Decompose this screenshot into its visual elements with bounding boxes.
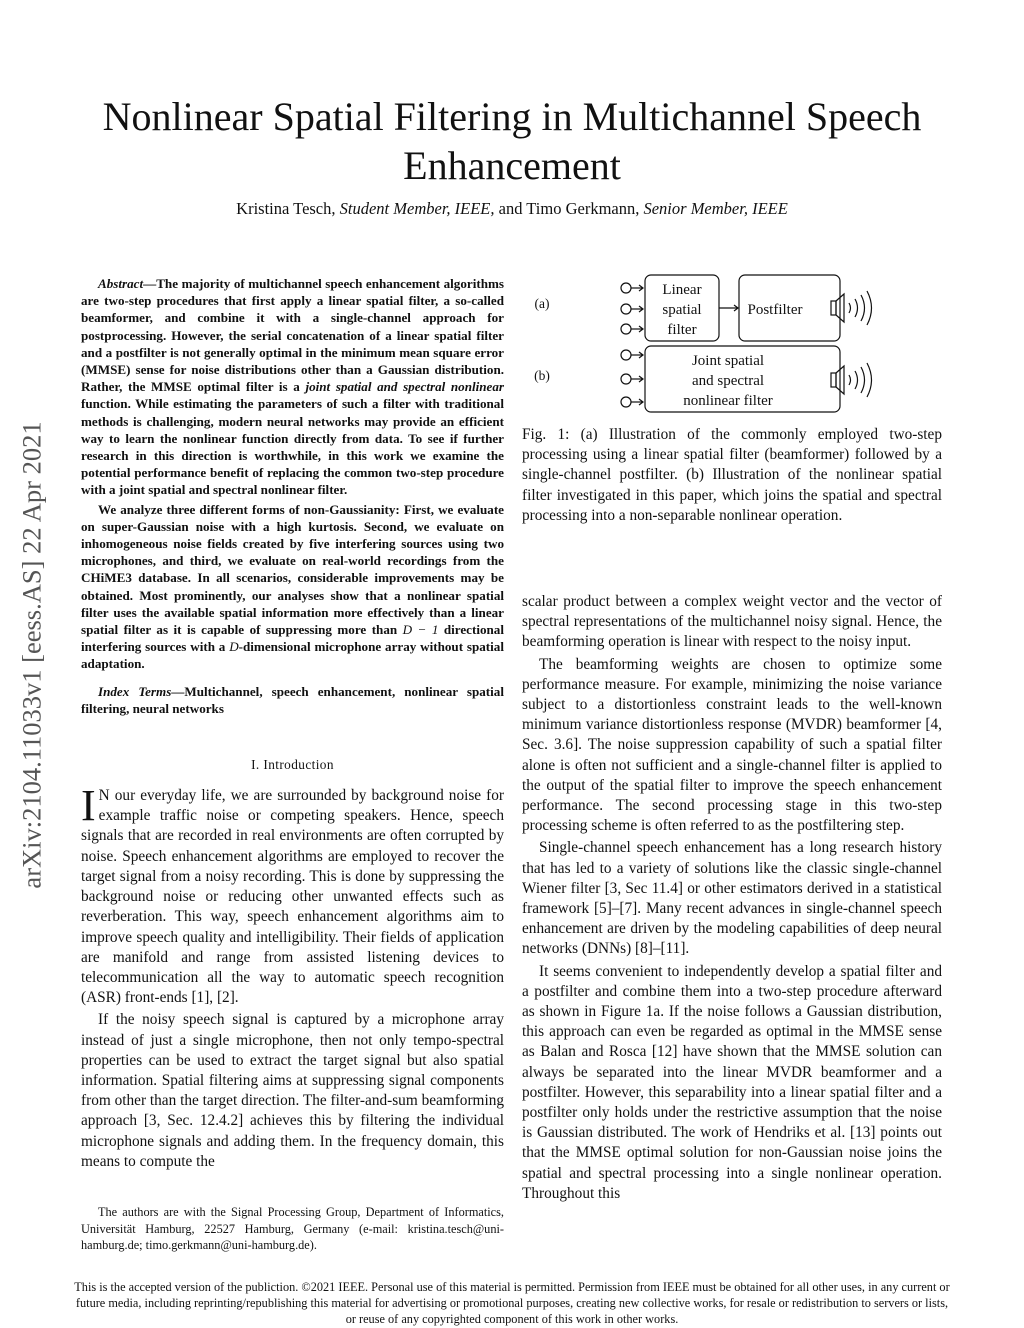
abstract-paragraph-2: We analyze three different forms of non-Gaussianity: First, we evaluate on super-Gaussian noise with a high kurtosis. Second, we evaluate on inhomogeneous noise fields created by five interfering sources using two microphones, and third, we evaluate on real-world recordings from the CHiME3 database. In all scenarios, considerable improvements may be obtained. Most prominently, our analyses show that a nonlinear spatial filter uses the available spatial information more effectively than a linear spatial filter as it is capable of suppressing more than D − 1 directional interfering sources with a D-dimensional microphone array without spatial adaptation. [81,501,504,672]
paper-title: Nonlinear Spatial Filtering in Multichannel Speech Enhancement [102,94,922,188]
math-d-minus-1: D − 1 [402,622,439,638]
right-column [522,592,942,1206]
figure-1-diagram [522,272,942,417]
author-1: Kristina Tesch, [236,199,336,218]
linear-box-line-3: filter [667,322,697,338]
mic-icon-b2 [621,374,643,384]
abstract-paragraph-1: Abstract—The majority of multichannel speech enhancement algorithms are two-step procedures that first apply a linear spatial filter, a so-called beamformer, and combine it with a single-channel approach for postprocessing. However, the serial concatenation of a linear spatial filter and a postfilter is not generally optimal in the minimum mean square error (MMSE) sense for noise distributions other than a Gaussian distribution. Rather, the MMSE optimal filter is a joint spatial and spectral nonlinear function. While estimating the parameters of such a filter with traditional methods is challenging, modern neural networks may provide an efficient way to learn the nonlinear function directly from data. To see if further research in this direction is worthwhile, in this work we examine the potential performance benefit of replacing the common two-step procedure with a joint spatial and spectral nonlinear filter. [81,276,505,498]
author-1-role: Student Member, IEEE, [339,199,495,218]
section-heading-introduction: I. Introduction [251,757,334,773]
joint-box-line-2: and spectral [691,373,765,389]
linear-box-line-2: spatial [662,302,702,318]
copyright-notice: This is the accepted version of the publiction. ©2021 IEEE. Personal use of this material is permitted. Permission from IEEE must be obtained for all other uses, in any current or future media, including reprinting/republishing this material for advertising or promotional purposes, creating new collective works, for resale or redistribution to servers or lists, or reuse of any copyrighted component of this work in other works. [74,1280,950,1327]
postfilter-label: Postfilter [747,302,803,318]
figure-1-caption: Fig. 1: (a) Illustration of the commonly employed two-step processing using a linear spatial filter (beamformer) followed by a single-channel postfilter. (b) Illustration of the nonlinear spatial filter investigated in this paper, which joins the spatial and spectral processing into a non-separable nonlinear operation. [522,426,942,524]
right-paragraph-1: scalar product between a complex weight vector and the vector of spectral representations of the multichannel noisy signal. Hence, the beamforming operation is linear with respect to the noisy input. [522,593,942,651]
right-paragraph-2: The beamforming weights are chosen to optimize some performance measure. For example, minimizing the noise variance subject to a distortionless constraint leads to the well-known minimum variance distortionless response (MVDR) beamformer [4, Sec. 3.6]. The noise suppression capability of such a spatial filter alone is often not sufficient and a single-channel filter is applied to the output of the spatial filter to improve the speech enhancement performance. The second processing stage in this two-step processing scheme is often referred to as the postfiltering step. [522,655,942,835]
intro-paragraph-2: If the noisy speech signal is captured by a microphone array instead of just a single microphone, then not only tempo-spectral properties can be used to extract the target signal but also spatial information. Spatial filtering aims at suppressing signal components from other than the target direction. The filter-and-sum beamforming approach [3, Sec. 12.4.2] achieves this by filtering the individual microphone signals and adding them. In the frequency domain, this means to compute the [81,1011,504,1170]
arxiv-stamp: arXiv:2104.11033v1 [eess.AS] 22 Apr 2021 [16,421,47,889]
abstract-label: Abstract [98,276,144,291]
math-d: D [229,639,239,655]
speaker-icon-a [831,291,872,325]
right-paragraph-4: It seems convenient to independently develop a spatial filter and a postfilter and combine them into a two-step procedure afterward as shown in Figure 1a. If the noise follows a Gaussian distribution, this approach can even be regarded as optimal in the MMSE sense as Balan and Rosca [12] have shown that the MMSE solution can always be separated into the linear MVDR beamformer and a postfilter. However, this separability into a linear spatial filter and a postfilter only holds under the restrictive assumption that the noise is Gaussian distributed. The work of Hendriks et al. [13] points out that the MMSE optimal solution for non-Gaussian noise joins the spatial and spectral processing into a single nonlinear operation. Throughout this [522,962,942,1202]
mic-icon-a1 [621,283,643,293]
right-paragraph-3: Single-channel speech enhancement has a long research history that has led to a variety of solutions like the classic single-channel Wiener filter [3, Sec 11.4] or other estimators derived in a statistical framework [5]–[7]. Many recent advances in single-channel speech enhancement are driven by the modeling capabilities of deep neural networks (DNNs) [8]–[11]. [522,839,942,958]
author-2: and Timo Gerkmann, [498,199,640,218]
index-terms: Index Terms—Multichannel, speech enhancement, nonlinear spatial filtering, neural networks [81,683,504,716]
author-footnote: The authors are with the Signal Processing Group, Department of Informatics, Universität Hamburg, 22527 Hamburg, Germany (e-mail: kristina.tesch@uni-hamburg.de; timo.gerkmann@uni-hamburg.de). [81,1205,504,1252]
figure-label-a: (a) [534,296,550,311]
mic-icon-a2 [621,304,643,314]
arxiv-sidebar [0,350,64,960]
mic-icon-b1 [621,350,643,360]
mic-icon-b3 [621,397,643,407]
joint-box-line-1: Joint spatial [691,353,765,369]
drop-cap: I [81,781,96,831]
index-terms-label: Index Terms [98,683,172,699]
linear-box-line-1: Linear [662,282,702,298]
author-line [60,199,964,219]
speaker-icon-b [831,363,872,397]
figure-label-b: (b) [534,368,550,383]
intro-paragraph-1: I N our everyday life, we are surrounded by background noise for example traffic noise or competing speakers. Hence, speech signals that are recorded in real environments are often corrupted by noise. Speech enhancement algorithms are employed to recover the target signal from a noisy recording. This is done by suppressing the background noise or reducing other unwanted effects such as reverberation. This way, speech enhancement algorithms aim to improve speech quality and intelligibility. Their fields of application are manifold and range from assisted listening devices to telecommunication all the way to automatic speech recognition (ASR) front-ends [1], [2]. [81,781,504,1007]
joint-box-line-3: nonlinear filter [683,393,773,409]
abstract-emphasis: joint spatial and spectral nonlinear [305,379,505,395]
mic-icon-a3 [621,324,643,334]
left-column [81,275,504,1174]
author-2-role: Senior Member, IEEE [643,199,788,218]
